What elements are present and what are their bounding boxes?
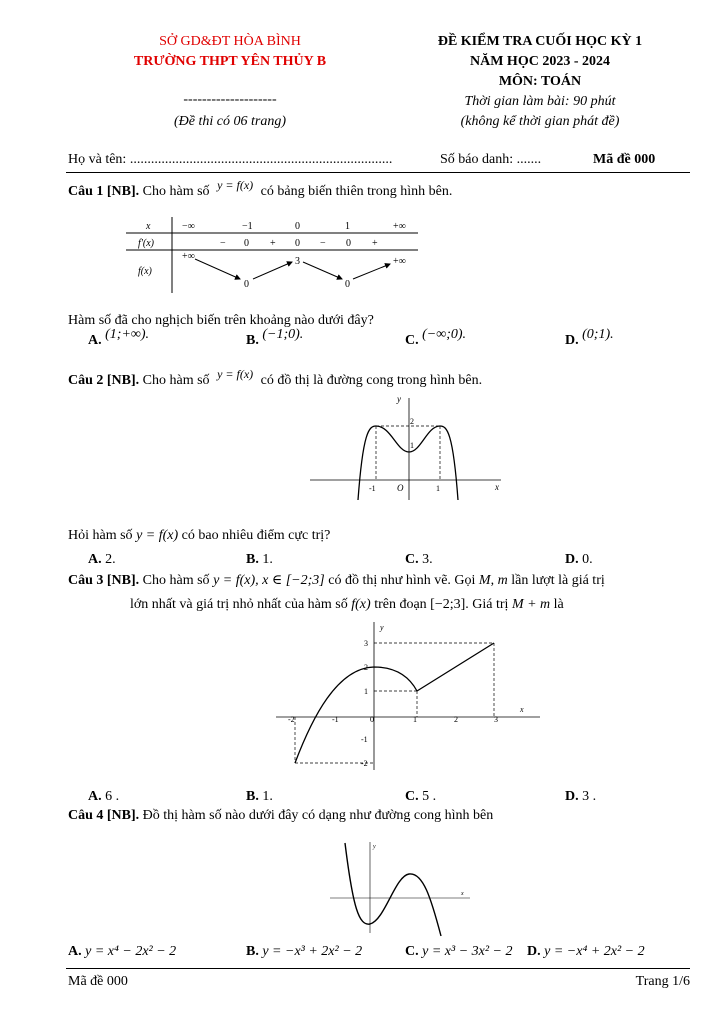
x-tick: 2	[454, 715, 458, 724]
option-b[interactable]	[246, 327, 304, 349]
option-c[interactable]	[405, 552, 433, 568]
function-expr: y = f(x)	[136, 528, 179, 543]
option-text: (−1;0).	[262, 327, 304, 342]
option-letter: B.	[246, 333, 259, 348]
option-text: (−∞;0).	[422, 327, 467, 342]
variable-m: m	[497, 573, 508, 588]
y-tick: -2	[361, 759, 368, 768]
option-b[interactable]	[246, 944, 362, 960]
x-value: 1	[345, 221, 350, 232]
function-expr: y = f(x)	[217, 178, 254, 192]
question-text: . Giá trị	[465, 597, 509, 612]
option-text: y = x⁴ − 2x² − 2	[85, 944, 177, 959]
option-letter: D.	[565, 789, 579, 804]
x-tick: -1	[369, 484, 376, 493]
option-d[interactable]	[565, 327, 614, 349]
option-letter: B.	[246, 552, 259, 567]
option-a[interactable]	[88, 327, 150, 349]
x-value: −1	[242, 221, 253, 232]
y-tick: -1	[361, 735, 368, 744]
option-text: y = −x³ + 2x² − 2	[262, 944, 363, 959]
question-2-prompt	[68, 528, 330, 544]
question-4-graph	[325, 838, 475, 938]
option-b[interactable]	[246, 789, 273, 805]
expression: M + m	[511, 597, 551, 612]
axis-label-y: y	[380, 623, 384, 632]
option-d[interactable]	[565, 552, 593, 568]
y-tick: 3	[364, 639, 368, 648]
fp-sign: −	[320, 238, 326, 249]
question-label: Câu 1 [NB].	[68, 184, 140, 199]
option-b[interactable]	[246, 552, 273, 568]
x-tick: 0	[370, 715, 374, 724]
question-text: Đồ thị hàm số nào dưới đây có dạng như đường cong hình bên	[142, 808, 494, 823]
question-label: Câu 3 [NB].	[68, 573, 140, 588]
subject: MÔN: TOÁN	[498, 74, 582, 89]
option-text: 5 .	[422, 789, 437, 804]
f-value: 0	[244, 279, 249, 290]
question-text: Cho hàm số	[142, 573, 210, 588]
option-letter: A.	[88, 789, 102, 804]
question-text: trên đoạn	[374, 597, 427, 612]
f-value: +∞	[182, 251, 195, 262]
option-text: 1.	[262, 789, 273, 804]
question-text: lần lượt là giá trị	[511, 573, 605, 588]
variable-M: M	[478, 573, 491, 588]
exam-time: Thời gian làm bài: 90 phút	[464, 94, 616, 109]
option-letter: D.	[565, 552, 579, 567]
fp-sign: +	[372, 238, 378, 249]
f-value: 0	[345, 279, 350, 290]
option-letter: C.	[405, 333, 419, 348]
student-name-field: Họ và tên: ...........................................................................	[68, 152, 393, 167]
option-text: 6 .	[105, 789, 120, 804]
function-expr: f(x)	[351, 597, 371, 612]
department-name: SỞ GD&ĐT HÒA BÌNH	[159, 34, 301, 49]
question-4-stem	[68, 808, 493, 824]
option-a[interactable]	[88, 552, 116, 568]
option-text: y = x³ − 3x² − 2	[422, 944, 513, 959]
footer-exam-code: Mã đề 000	[68, 974, 128, 989]
question-label: Câu 4 [NB].	[68, 808, 140, 823]
page-count-note: (Đề thi có 06 trang)	[174, 114, 286, 129]
option-text: 3 .	[582, 789, 597, 804]
table-label-x: x	[146, 221, 151, 232]
question-text: Cho hàm số	[142, 373, 210, 388]
question-text: có đồ thị là đường cong trong hình bên.	[260, 373, 483, 388]
question-text: Cho hàm số	[142, 184, 210, 199]
question-text: có đồ thị như hình vẽ. Gọi	[328, 573, 476, 588]
fp-sign: +	[270, 238, 276, 249]
option-a[interactable]	[68, 944, 176, 960]
option-c[interactable]	[405, 944, 513, 960]
table-label-f: f(x)	[138, 266, 152, 277]
option-letter: A.	[88, 333, 102, 348]
option-text: 2.	[105, 552, 116, 567]
exam-title: ĐỀ KIỂM TRA CUỐI HỌC KỲ 1	[437, 34, 643, 49]
x-value: 0	[295, 221, 300, 232]
question-1-prompt: Hàm số đã cho nghịch biến trên khoảng nào dưới đây?	[68, 313, 374, 328]
exam-code: Mã đề 000	[593, 152, 656, 167]
option-letter: C.	[405, 944, 419, 959]
question-3-graph	[272, 618, 542, 773]
option-text: y = −x⁴ + 2x² − 2	[544, 944, 645, 959]
option-letter: D.	[565, 333, 579, 348]
option-letter: C.	[405, 789, 419, 804]
function-expr: y = f(x), x ∈ [−2;3]	[213, 573, 325, 588]
option-letter: A.	[88, 552, 102, 567]
x-tick: 1	[436, 484, 440, 493]
option-text: 1.	[262, 552, 273, 567]
question-text: Hỏi hàm số	[68, 528, 133, 543]
axis-label-y: y	[397, 394, 401, 404]
f-value: +∞	[393, 256, 406, 267]
student-id-field: Số báo danh: .......	[440, 152, 542, 167]
time-note: (không kể thời gian phát đề)	[460, 114, 620, 129]
option-letter: A.	[68, 944, 82, 959]
f-value: 3	[295, 256, 300, 267]
origin-label: O	[397, 483, 404, 493]
option-a[interactable]	[88, 789, 119, 805]
axis-label-y: y	[373, 844, 376, 850]
header-dashes: --------------------	[183, 92, 277, 107]
comma: ,	[490, 573, 495, 588]
table-label-fp: f'(x)	[138, 238, 155, 249]
option-text: (0;1).	[582, 327, 614, 342]
x-value: +∞	[393, 221, 406, 232]
school-year: NĂM HỌC 2023 - 2024	[470, 54, 610, 69]
question-1-stem	[68, 178, 453, 200]
variation-table	[120, 215, 420, 295]
fp-sign: 0	[295, 238, 300, 249]
function-expr: y = f(x)	[217, 367, 254, 381]
option-text: 3.	[422, 552, 433, 567]
x-tick: -1	[332, 715, 339, 724]
option-text: (1;+∞).	[105, 327, 150, 342]
axis-label-x: x	[495, 482, 499, 492]
school-name: TRƯỜNG THPT YÊN THỦY B	[133, 54, 327, 69]
option-letter: B.	[246, 789, 259, 804]
y-tick: 1	[364, 687, 368, 696]
option-letter: B.	[246, 944, 259, 959]
option-d[interactable]	[565, 789, 596, 805]
question-2-stem	[68, 367, 483, 389]
option-c[interactable]	[405, 327, 467, 349]
footer-page-number: Trang 1/6	[635, 974, 690, 989]
y-tick: 1	[410, 441, 414, 450]
question-3-stem-line1	[68, 572, 605, 589]
option-d[interactable]	[527, 944, 645, 960]
fp-sign: −	[220, 238, 226, 249]
fp-sign: 0	[346, 238, 351, 249]
x-tick: 1	[413, 715, 417, 724]
question-text: lớn nhất và giá trị nhỏ nhất của hàm số	[130, 597, 348, 612]
question-3-stem-line2	[130, 597, 564, 613]
y-tick: 2	[364, 663, 368, 672]
question-text: có bảng biến thiên trong hình bên.	[260, 184, 453, 199]
footer-divider	[66, 968, 690, 969]
x-tick: -2	[288, 715, 295, 724]
info-divider	[66, 172, 690, 173]
question-text: là	[553, 597, 564, 612]
option-letter: C.	[405, 552, 419, 567]
x-value: −∞	[182, 221, 195, 232]
x-tick: 3	[494, 715, 498, 724]
option-c[interactable]	[405, 789, 436, 805]
interval: [−2;3]	[430, 597, 466, 612]
question-label: Câu 2 [NB].	[68, 373, 140, 388]
fp-sign: 0	[244, 238, 249, 249]
question-text: có bao nhiêu điểm cực trị?	[181, 528, 331, 543]
axis-label-x: x	[520, 705, 524, 714]
y-tick: 2	[410, 417, 414, 426]
axis-label-x: x	[461, 891, 464, 897]
question-2-graph	[305, 392, 505, 504]
option-text: 0.	[582, 552, 593, 567]
option-letter: D.	[527, 944, 541, 959]
